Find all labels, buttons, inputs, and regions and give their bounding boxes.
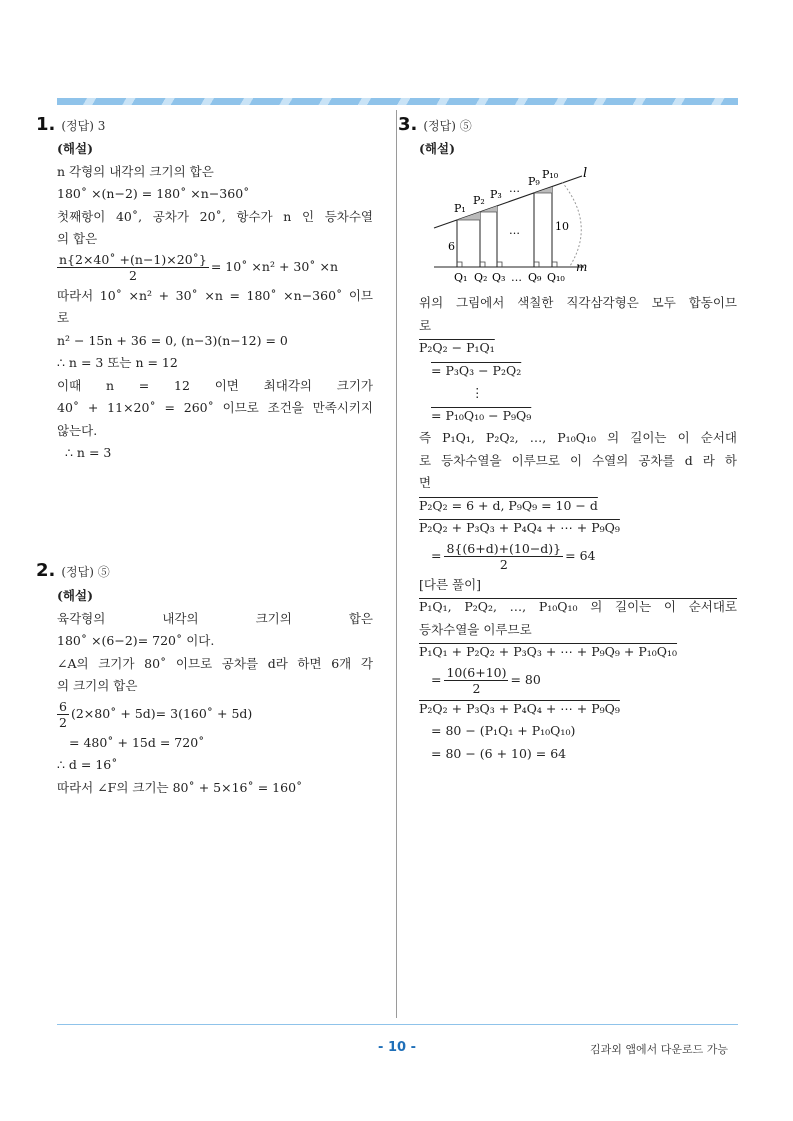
q2-solution-label: (해설) bbox=[57, 588, 93, 603]
q3-answer: (정답) ⑤ bbox=[423, 119, 472, 133]
q2-line: = 480˚ + 15d = 720˚ bbox=[69, 734, 205, 750]
q3-line: = 80 − (P₁Q₁ + P₁₀Q₁₀) bbox=[431, 723, 576, 738]
label-middle-dots: … bbox=[509, 224, 520, 237]
q2-line: 따라서 ∠F의 크기는 80˚ + 5×16˚ = 160˚ bbox=[57, 779, 303, 795]
label-p3: P₃ bbox=[490, 188, 502, 201]
q1-line: 180˚ ×(n−2) = 180˚ ×n−360˚ bbox=[57, 186, 250, 201]
label-q10: Q₁₀ bbox=[547, 271, 565, 284]
q3-solution bbox=[419, 292, 737, 765]
q1-line: 따라서 10˚ ×n² + 30˚ ×n = 180˚ ×n−360˚ 이므 bbox=[57, 287, 373, 303]
q3-line: P₁Q₁ + P₂Q₂ + P₃Q₃ + ⋯ + P₉Q₉ + P₁₀Q₁₀ bbox=[419, 644, 678, 659]
q3-line: 위의 그림에서 색칠한 직각삼각형은 모두 합동이므 bbox=[419, 295, 737, 310]
q3-line: P₂Q₂ = 6 + d, P₉Q₉ = 10 − d bbox=[419, 497, 598, 513]
q1-fraction-rhs: = 10˚ ×n² + 30˚ ×n bbox=[210, 259, 339, 275]
q1-heading bbox=[36, 114, 105, 135]
label-p10: P₁₀ bbox=[542, 168, 559, 181]
footer-note: 김과외 앱에서 다운로드 가능 bbox=[589, 1043, 728, 1056]
column-divider bbox=[396, 110, 397, 1018]
q2-number: 2. bbox=[36, 560, 56, 581]
q3-line: P₁Q₁, P₂Q₂, …, P₁₀Q₁₀ 의 길이는 이 순서대로 bbox=[419, 599, 737, 614]
label-p2: P₂ bbox=[473, 194, 485, 207]
q3-line: P₂Q₂ + P₃Q₃ + P₄Q₄ + ⋯ + P₉Q₉ bbox=[419, 700, 620, 716]
page-number: - 10 - bbox=[378, 1040, 416, 1055]
label-q1: Q₁ bbox=[454, 271, 468, 284]
q3-fraction-2-numerator: 10(6+10) bbox=[446, 664, 507, 680]
q3-line: 로 bbox=[419, 317, 432, 333]
q3-number: 3. bbox=[398, 114, 418, 135]
q2-solution bbox=[57, 585, 373, 799]
q3-fraction-1-denominator: 2 bbox=[499, 556, 508, 572]
q3-label-block bbox=[419, 138, 737, 161]
q3-solution-label: (해설) bbox=[419, 141, 455, 156]
q3-fraction-2 bbox=[444, 666, 508, 696]
q3-line: = 80 − (6 + 10) = 64 bbox=[431, 745, 567, 761]
q3-fraction-1-rhs: = 64 bbox=[565, 548, 596, 564]
q1-line: 40˚ + 11×20˚ = 260˚ 이므로 조건을 만족시키지 bbox=[57, 400, 373, 415]
q2-line: 180˚ ×(6−2)= 720˚ 이다. bbox=[57, 633, 215, 648]
q3-line: = P₁₀Q₁₀ − P₉Q₉ bbox=[431, 407, 532, 423]
q3-fraction-1-numerator: 8{(6+d)+(10−d)} bbox=[446, 540, 562, 556]
q3-line: 등차수열을 이루므로 bbox=[419, 621, 532, 637]
q2-fraction-equation bbox=[57, 698, 373, 732]
q1-line: n 각형의 내각의 크기의 합은 bbox=[57, 163, 214, 179]
vertical-segments bbox=[457, 187, 552, 267]
label-q3: Q₃ bbox=[492, 271, 506, 284]
q1-line: 로 bbox=[57, 310, 70, 325]
q2-line: 육각형의 내각의 크기의 합은 bbox=[57, 610, 373, 626]
q1-line: ∴ n = 3 또는 n = 12 bbox=[57, 355, 178, 370]
q3-alt-solution-label: [다른 풀이] bbox=[419, 576, 482, 592]
q2-fraction-numerator: 6 bbox=[59, 698, 67, 714]
q1-fraction-equation bbox=[57, 251, 373, 285]
q1-line: 이때 n = 12 이면 최대각의 크기가 bbox=[57, 377, 373, 393]
label-p1: P₁ bbox=[454, 202, 466, 215]
q1-line: 않는다. bbox=[57, 422, 98, 438]
q3-fraction-2-rhs: = 80 bbox=[510, 672, 541, 688]
label-p-dots: … bbox=[509, 182, 520, 195]
q3-fraction-2-denominator: 2 bbox=[472, 680, 481, 696]
q1-line: 의 합은 bbox=[57, 231, 98, 246]
q1-answer: (정답) 3 bbox=[61, 119, 106, 133]
q2-fraction-denominator: 2 bbox=[59, 714, 67, 730]
q3-fraction-1 bbox=[444, 542, 563, 572]
q2-line: 의 크기의 합은 bbox=[57, 678, 138, 693]
q1-solution-label: (해설) bbox=[57, 141, 93, 156]
q3-line: P₂Q₂ + P₃Q₃ + P₄Q₄ + ⋯ + P₉Q₉ bbox=[419, 520, 620, 535]
label-length-10: 10 bbox=[555, 220, 569, 233]
footer-divider bbox=[57, 1024, 738, 1025]
q3-heading bbox=[398, 114, 472, 135]
label-q2: Q₂ bbox=[474, 271, 488, 284]
q1-line: 첫째항이 40˚, 공차가 20˚, 항수가 n 인 등차수열 bbox=[57, 208, 373, 224]
q3-fraction-equation-2: = $\frac{10(6+10)}{2}$ = 80 bbox=[431, 664, 541, 696]
q1-solution bbox=[57, 138, 373, 465]
q2-line: ∴ d = 16˚ bbox=[57, 757, 118, 772]
q3-vertical-ellipsis: ⋮ bbox=[471, 385, 484, 400]
q2-answer: (정답) ⑤ bbox=[61, 565, 110, 579]
label-l: l bbox=[583, 166, 588, 181]
q3-line: 면 bbox=[419, 475, 432, 490]
q3-line: P₂Q₂ − P₁Q₁ bbox=[419, 340, 495, 355]
q1-fraction-denominator: 2 bbox=[128, 267, 137, 283]
q2-heading bbox=[36, 560, 110, 581]
q2-fraction-rhs: (2×80˚ + 5d)= 3(160˚ + 5d) bbox=[70, 706, 253, 722]
q1-line: n² − 15n + 36 = 0, (n−3)(n−12) = 0 bbox=[57, 332, 288, 348]
label-p9: P₉ bbox=[528, 175, 540, 188]
right-angle-marks bbox=[457, 262, 557, 267]
q1-fraction-numerator: n{2×40˚ +(n−1)×20˚} bbox=[59, 251, 207, 267]
q1-number: 1. bbox=[36, 114, 56, 135]
label-m: m bbox=[576, 260, 588, 274]
q3-figure bbox=[424, 164, 600, 290]
q3-fraction-equation-1: = $\frac{8\{(6+d)+(10-d)\}}{2}$ = 64 bbox=[431, 540, 596, 572]
q3-line: 로 등차수열을 이루므로 이 수열의 공차를 d 라 하 bbox=[419, 452, 737, 468]
header-stripe bbox=[57, 98, 738, 105]
q3-line: = P₃Q₃ − P₂Q₂ bbox=[431, 362, 522, 378]
label-q9: Q₉ bbox=[528, 271, 542, 284]
label-q-dots: … bbox=[511, 271, 522, 284]
q3-line: 즉 P₁Q₁, P₂Q₂, …, P₁₀Q₁₀ 의 길이는 이 순서대 bbox=[419, 430, 737, 445]
q1-conclusion: ∴ n = 3 bbox=[65, 445, 112, 460]
label-length-6: 6 bbox=[448, 240, 455, 253]
q2-line: ∠A의 크기가 80˚ 이므로 공차를 d라 하면 6개 각 bbox=[57, 655, 373, 671]
q1-fraction bbox=[57, 253, 209, 283]
q2-fraction bbox=[57, 700, 69, 730]
